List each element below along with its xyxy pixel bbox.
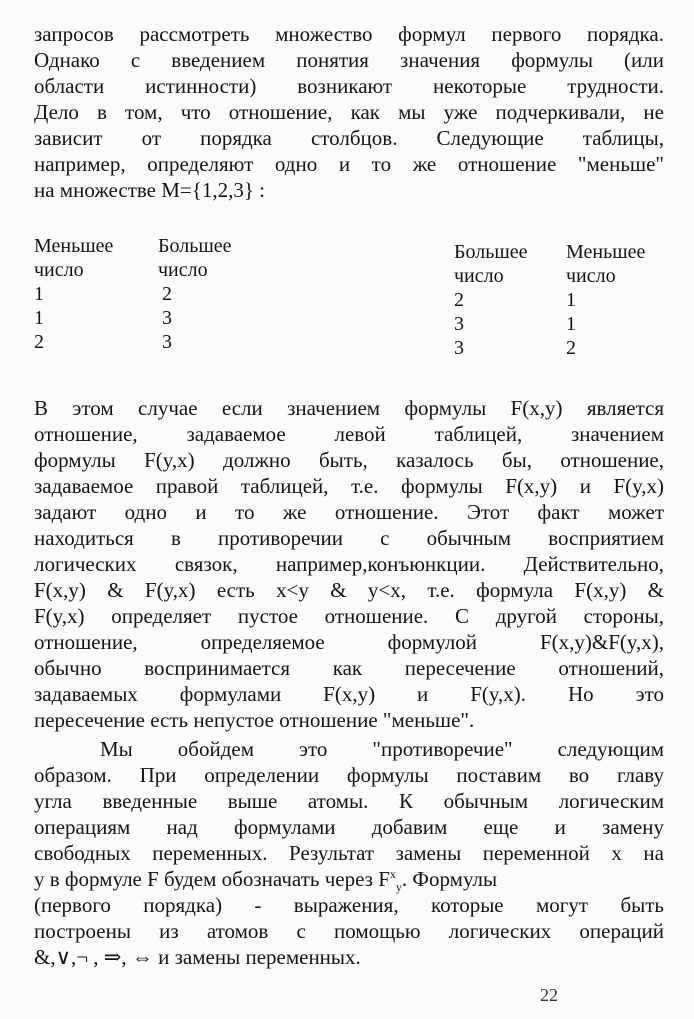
text-line: операциям над формулами добавим еще и замену bbox=[34, 815, 664, 839]
table-row bbox=[454, 312, 676, 336]
table-cell: 3 bbox=[454, 337, 464, 359]
text-segment bbox=[34, 867, 498, 895]
text-line: формулы F(y,x) должно быть, казалось бы, отношение, bbox=[34, 448, 664, 472]
text-line: отношение, определяемое формулой F(x,y)&F(y,x), bbox=[34, 630, 664, 654]
text-line: задают одно и то же отношение. Этот факт может bbox=[34, 500, 664, 524]
table-cell: 1 bbox=[34, 283, 44, 305]
text-line: образом. При определении формулы поставим во главу bbox=[34, 763, 664, 787]
table-header-row bbox=[34, 234, 272, 258]
text-line: логических связок, например,конъюнкции. Действительно, bbox=[34, 552, 664, 576]
text-line: F(x,y) & F(y,x) есть x<y & y<x, т.е. формула F(x,y) & bbox=[34, 578, 664, 602]
text-line: В этом случае если значением формулы F(x,y) является bbox=[34, 396, 664, 420]
page-number: 22 bbox=[540, 985, 558, 1005]
table-cell: 2 bbox=[566, 337, 576, 359]
table-row bbox=[34, 330, 272, 354]
text-line: F(y,x) определяет пустое отношение. С другой стороны, bbox=[34, 604, 664, 628]
table-header: число bbox=[566, 265, 616, 287]
text-line: на множестве M={1,2,3} : bbox=[34, 178, 266, 202]
subscript: y bbox=[395, 880, 402, 895]
table-cell: 1 bbox=[566, 313, 576, 335]
text-line: задаваемое правой таблицей, т.е. формулы F(x,y) и F(y,x) bbox=[34, 474, 664, 498]
superscript: x bbox=[389, 867, 396, 881]
text-line: запросов рассмотреть множество формул первого порядка. bbox=[34, 22, 664, 46]
text-line: например, определяют одно и то же отношение "меньше" bbox=[34, 152, 664, 176]
text-line: обычно воспринимается как пересечение отношений, bbox=[34, 656, 664, 680]
text-before: y в формуле F будем обозначать через F bbox=[34, 867, 390, 891]
table-cell: 1 bbox=[566, 289, 576, 311]
text-line: Мы обойдем это "противоречие" следующим bbox=[100, 737, 664, 761]
text-line: угла введенные выше атомы. К обычным логическим bbox=[34, 789, 664, 813]
table-header: число bbox=[34, 259, 84, 281]
table-header-row bbox=[454, 264, 676, 288]
table-row bbox=[34, 306, 272, 330]
table-row bbox=[454, 336, 676, 360]
text-line: свободных переменных. Результат замены переменной x на bbox=[34, 841, 664, 865]
text-line: (первого порядка) - выражения, которые могут быть bbox=[34, 893, 664, 917]
table-header: Меньшее bbox=[34, 235, 114, 257]
text-line-with-substitution bbox=[34, 867, 664, 895]
text-line: Однако с введением понятия значения формулы (или bbox=[34, 48, 664, 72]
text-line: задаваемых формулами F(x,y) и F(y,x). Но это bbox=[34, 682, 664, 706]
text-line: зависит от порядка столбцов. Следующие таблицы, bbox=[34, 126, 664, 150]
table-header: Большее bbox=[454, 241, 528, 263]
table-header: число bbox=[454, 265, 504, 287]
table-cell: 2 bbox=[162, 283, 172, 305]
table-row bbox=[34, 282, 272, 306]
table-header-row bbox=[34, 258, 272, 282]
text-line: построены из атомов с помощью логических операций bbox=[34, 919, 664, 943]
text-line: отношение, задаваемое левой таблицей, значением bbox=[34, 422, 664, 446]
table-header-row bbox=[454, 240, 676, 264]
text-line: Дело в том, что отношение, как мы уже подчеркивали, не bbox=[34, 100, 664, 124]
table-cell: 1 bbox=[34, 307, 44, 329]
table-left bbox=[34, 234, 272, 354]
table-cell: 2 bbox=[34, 331, 44, 353]
table-cell: 3 bbox=[162, 307, 172, 329]
table-row bbox=[454, 288, 676, 312]
table-header: Меньшее bbox=[566, 241, 646, 263]
text-line: находиться в противоречии с обычным восприятием bbox=[34, 526, 664, 550]
table-header: Большее bbox=[158, 235, 232, 257]
text-line: области истинности) возникают некоторые трудности. bbox=[34, 74, 664, 98]
table-cell: 3 bbox=[162, 331, 172, 353]
text-line: пересечение есть непустое отношение "меньше". bbox=[34, 708, 475, 732]
table-cell: 3 bbox=[454, 313, 464, 335]
table-cell: 2 bbox=[454, 289, 464, 311]
table-header: число bbox=[158, 259, 208, 281]
text-after: . Формулы bbox=[401, 867, 498, 891]
text-line: &,∨,¬ , ⇒, ⇔ и замены переменных. bbox=[34, 945, 361, 969]
table-right bbox=[454, 240, 676, 360]
